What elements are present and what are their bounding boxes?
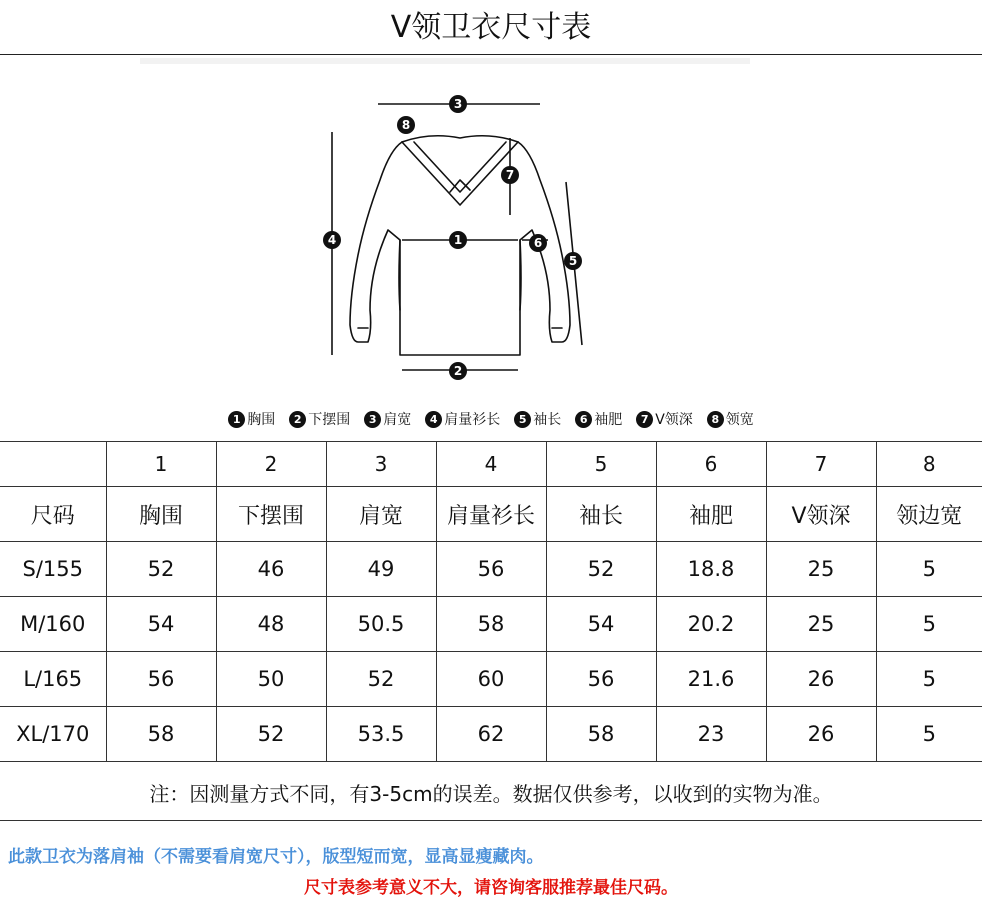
- column-number-row: [0, 442, 982, 487]
- table-cell: 56: [546, 652, 656, 707]
- header-row: [0, 487, 982, 542]
- table-cell: 26: [766, 707, 876, 762]
- table-row: [0, 652, 982, 707]
- svg-text:8: 8: [401, 118, 411, 132]
- svg-text:6: 6: [533, 236, 543, 250]
- table-cell: 56: [436, 542, 546, 597]
- table-cell: 6: [656, 442, 766, 487]
- svg-text:5: 5: [568, 254, 578, 268]
- column-header: 袖肥: [656, 487, 766, 542]
- table-cell: 5: [546, 442, 656, 487]
- table-cell: 25: [766, 597, 876, 652]
- column-header: 领边宽: [876, 487, 982, 542]
- table-cell: 56: [106, 652, 216, 707]
- legend-item: [707, 409, 754, 429]
- table-cell: 46: [216, 542, 326, 597]
- legend-item: [636, 409, 693, 429]
- legend-number-badge: 6: [575, 411, 592, 428]
- table-cell: 18.8: [656, 542, 766, 597]
- legend-item: [228, 409, 275, 429]
- table-cell: 25: [766, 542, 876, 597]
- legend-number-badge: 2: [289, 411, 306, 428]
- column-header: 肩量衫长: [436, 487, 546, 542]
- legend-label: 胸围: [247, 412, 276, 428]
- table-cell: 52: [216, 707, 326, 762]
- table-cell: XL/170: [0, 707, 106, 762]
- legend-number-badge: 5: [514, 411, 531, 428]
- column-header: V领深: [766, 487, 876, 542]
- table-cell: 26: [766, 652, 876, 707]
- grey-band: [140, 58, 750, 64]
- table-cell: 48: [216, 597, 326, 652]
- svg-text:4: 4: [327, 233, 337, 247]
- table-cell: 5: [876, 542, 982, 597]
- table-cell: 20.2: [656, 597, 766, 652]
- table-cell: 58: [436, 597, 546, 652]
- table-cell: 54: [546, 597, 656, 652]
- column-header: 肩宽: [326, 487, 436, 542]
- table-row: [0, 597, 982, 652]
- advice-note: 尺寸表参考意义不大，请咨询客服推荐最佳尺码。: [304, 878, 678, 898]
- table-cell: 23: [656, 707, 766, 762]
- legend-item: [514, 409, 561, 429]
- column-header: 尺码: [0, 487, 106, 542]
- legend-item: [575, 409, 622, 429]
- measurement-legend: [0, 406, 982, 432]
- legend-label: 肩宽: [383, 412, 412, 428]
- legend-item: [364, 409, 411, 429]
- table-cell: [0, 442, 106, 487]
- table-cell: 21.6: [656, 652, 766, 707]
- table-cell: 2: [216, 442, 326, 487]
- fit-note: 此款卫衣为落肩袖（不需要看肩宽尺寸），版型短而宽，显高显瘦藏肉。: [8, 847, 544, 867]
- legend-label: 肩量衫长: [444, 412, 501, 428]
- svg-text:7: 7: [505, 168, 515, 182]
- table-cell: 50: [216, 652, 326, 707]
- page-title: V领卫衣尺寸表: [390, 10, 592, 45]
- table-cell: 58: [546, 707, 656, 762]
- table-cell: 8: [876, 442, 982, 487]
- table-cell: 7: [766, 442, 876, 487]
- table-row: [0, 542, 982, 597]
- column-header: 袖长: [546, 487, 656, 542]
- legend-number-badge: 4: [425, 411, 442, 428]
- table-cell: 1: [106, 442, 216, 487]
- title-divider: [0, 54, 982, 55]
- legend-number-badge: 3: [364, 411, 381, 428]
- table-cell: 62: [436, 707, 546, 762]
- legend-label: 袖肥: [594, 412, 623, 428]
- table-cell: 49: [326, 542, 436, 597]
- column-header: 胸围: [106, 487, 216, 542]
- table-cell: 52: [326, 652, 436, 707]
- table-cell: 5: [876, 597, 982, 652]
- legend-label: 袖长: [533, 412, 562, 428]
- table-cell: 3: [326, 442, 436, 487]
- legend-label: 领宽: [725, 412, 754, 428]
- legend-label: V领深: [655, 412, 693, 428]
- table-cell: 5: [876, 707, 982, 762]
- table-cell: 58: [106, 707, 216, 762]
- table-cell: 52: [546, 542, 656, 597]
- legend-label: 下摆围: [308, 412, 351, 428]
- table-cell: L/165: [0, 652, 106, 707]
- table-cell: M/160: [0, 597, 106, 652]
- table-cell: S/155: [0, 542, 106, 597]
- table-cell: 4: [436, 442, 546, 487]
- svg-text:3: 3: [453, 97, 463, 111]
- table-cell: 60: [436, 652, 546, 707]
- legend-number-badge: 7: [636, 411, 653, 428]
- hoodie-measurement-diagram: [310, 80, 610, 385]
- legend-number-badge: 8: [707, 411, 724, 428]
- table-cell: 50.5: [326, 597, 436, 652]
- column-header: 下摆围: [216, 487, 326, 542]
- svg-text:2: 2: [453, 364, 463, 378]
- table-row: [0, 707, 982, 762]
- legend-number-badge: 1: [228, 411, 245, 428]
- svg-text:1: 1: [453, 233, 463, 247]
- legend-item: [289, 409, 350, 429]
- size-table: [0, 441, 982, 762]
- measurement-note: 注：因测量方式不同，有3-5cm的误差。数据仅供参考，以收到的实物为准。: [0, 768, 982, 821]
- legend-item: [425, 409, 500, 429]
- table-cell: 54: [106, 597, 216, 652]
- table-cell: 5: [876, 652, 982, 707]
- table-cell: 52: [106, 542, 216, 597]
- table-cell: 53.5: [326, 707, 436, 762]
